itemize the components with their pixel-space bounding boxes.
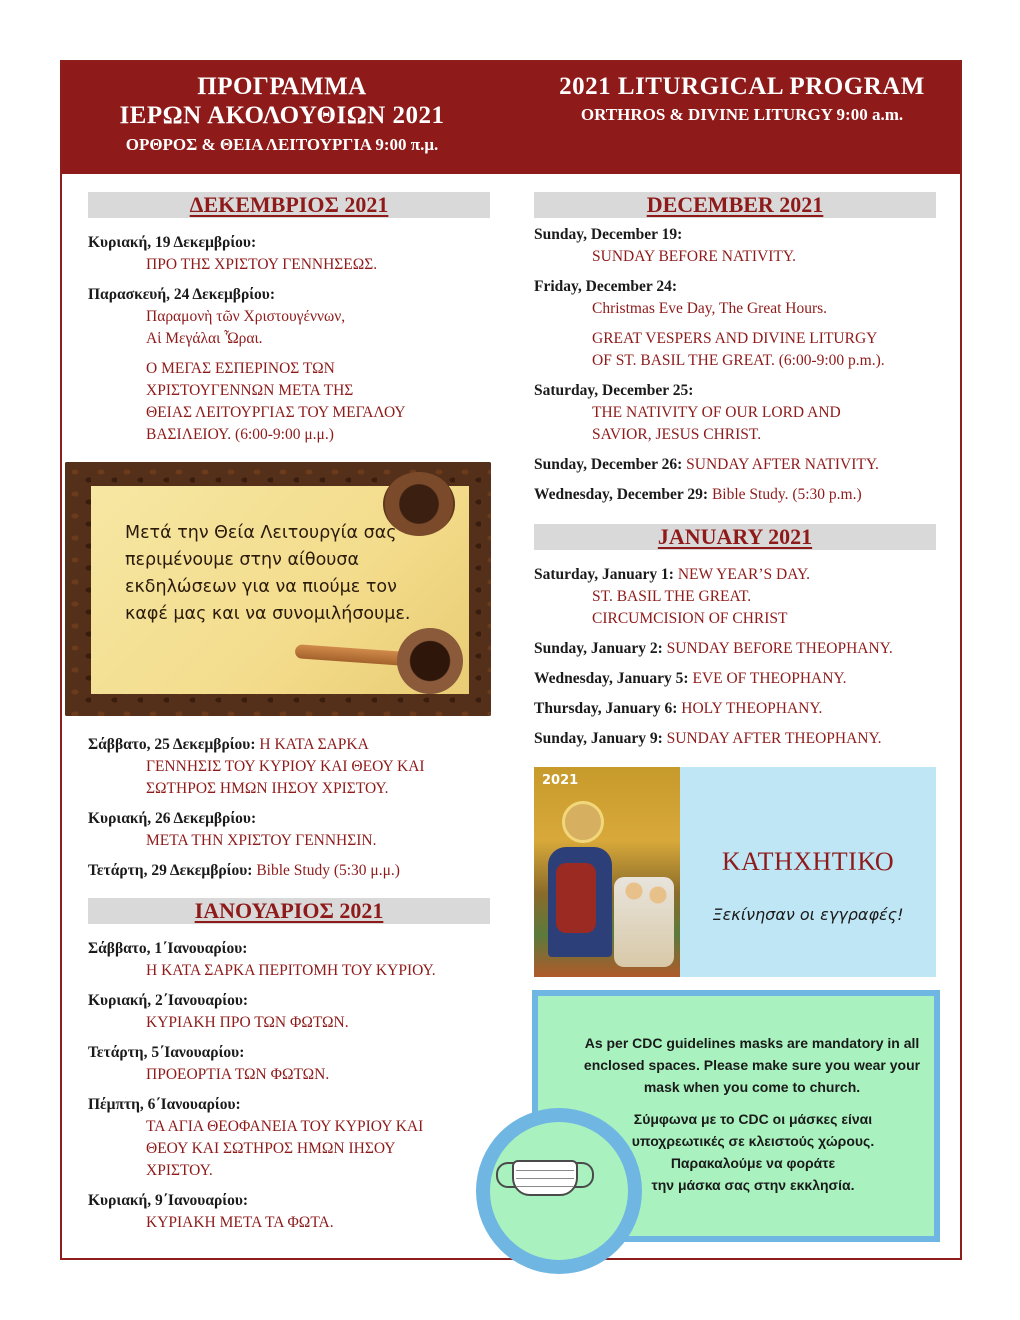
entry-event-line: ΚΥΡΙΑΚΗ ΠΡΟ ΤΩΝ ΦΩΤΩΝ.	[146, 1014, 349, 1031]
entry-day: Σάββατο, 25 Δεκεμβρίου:	[88, 736, 256, 753]
entry-day-line	[88, 808, 508, 830]
entry-event-inline: SUNDAY AFTER NATIVITY.	[686, 456, 879, 473]
page-frame	[60, 60, 962, 1260]
entry-day: Σάββατο, 1΄Ιανουαρίου:	[88, 940, 248, 957]
english-january-list	[534, 564, 954, 758]
entry-day: Sunday, December 26:	[534, 456, 683, 473]
entry-event-line: Christmas Eve Day, The Great Hours.	[592, 300, 828, 317]
entry-day-line	[534, 454, 954, 476]
entry-event-inline: SUNDAY AFTER THEOPHANY.	[666, 730, 882, 747]
entry-event-inline: NEW YEAR’S DAY.	[677, 566, 811, 583]
english-january-heading: JANUARY 2021	[534, 524, 936, 550]
entry-day-line	[534, 276, 954, 298]
schedule-entry	[88, 1042, 508, 1086]
mask-pleat	[516, 1186, 574, 1187]
greek-december-list-a	[88, 232, 498, 454]
entry-event-line: Παραμονὴ τῶν Χριστουγέννων,	[146, 308, 346, 325]
schedule-entry	[88, 1094, 508, 1182]
entry-event-inline: HOLY THEOPHANY.	[681, 700, 823, 717]
entry-day: Παρασκευή, 24 Δεκεμβρίου:	[88, 286, 276, 303]
entry-event-line: Η ΚΑΤΑ ΣΑΡΚΑ ΠΕΡΙΤΟΜΗ ΤΟΥ ΚΥΡΙΟΥ.	[146, 962, 436, 979]
children-shape	[614, 877, 674, 967]
entry-event-inline: Η ΚΑΤΑ ΣΑΡΚΑ	[259, 736, 369, 753]
schedule-entry	[88, 734, 508, 800]
entry-day: Sunday, January 2:	[534, 640, 663, 657]
entry-event-line: SAVIOR, JESUS CHRIST.	[592, 426, 762, 443]
english-december-list	[534, 224, 954, 514]
entry-event-inline: SUNDAY BEFORE THEOPHANY.	[666, 640, 893, 657]
entry-event-line: Ο ΜΕΓΑΣ ΕΣΠΕΡΙΝΟΣ ΤΩΝ	[146, 360, 335, 377]
briki-pot-icon	[397, 628, 463, 694]
christ-with-children-icon	[534, 767, 680, 977]
entry-day: Sunday, December 19:	[534, 226, 683, 243]
entry-event-line: CIRCUMCISION OF CHRIST	[592, 610, 788, 627]
greek-december-list-b	[88, 734, 508, 890]
entry-event-inline: EVE OF THEOPHANY.	[692, 670, 847, 687]
entry-event-inline: Bible Study. (5:30 p.m.)	[711, 486, 862, 503]
entry-day: Τετάρτη, 29 Δεκεμβρίου:	[88, 862, 253, 879]
entry-day-line	[534, 668, 954, 690]
schedule-entry	[534, 728, 954, 750]
entry-day-line	[534, 484, 954, 506]
entry-day-line	[88, 734, 508, 756]
entry-event-line: ΚΥΡΙΑΚΗ ΜΕΤΑ ΤΑ ΦΩΤΑ.	[146, 1214, 334, 1231]
entry-day-line	[88, 1190, 508, 1212]
entry-event-line: THE NATIVITY OF OUR LORD AND	[592, 404, 841, 421]
entry-day-line	[534, 698, 954, 720]
mask-badge	[476, 1108, 642, 1274]
header-greek	[72, 72, 492, 158]
entry-event-line: ΘΕΟΥ ΚΑΙ ΣΩΤΗΡΟΣ ΗΜΩΝ ΙΗΣΟΥ	[146, 1140, 396, 1157]
greek-january-list	[88, 938, 508, 1242]
mask-notice-english: As per CDC guidelines masks are mandatory in all enclosed spaces. Please make sure you wear your mask when you come to church.	[583, 1035, 921, 1095]
schedule-entry	[534, 328, 954, 372]
catechism-box	[534, 767, 936, 977]
entry-day-line	[88, 990, 508, 1012]
english-december-heading: DECEMBER 2021	[534, 192, 936, 218]
entry-day-line	[88, 860, 508, 882]
entry-event-inline: Bible Study (5:30 μ.μ.)	[256, 862, 400, 879]
entry-event-line: ΣΩΤΗΡΟΣ ΗΜΩΝ ΙΗΣΟΥ ΧΡΙΣΤΟΥ.	[146, 780, 389, 797]
entry-event-line: ΧΡΙΣΤΟΥΓΕΝΝΩΝ ΜΕΤΑ ΤΗΣ	[146, 382, 354, 399]
entry-day-line	[88, 284, 498, 306]
header-english-line1: 2021 LITURGICAL PROGRAM	[559, 73, 925, 100]
entry-day: Τετάρτη, 5΄Ιανουαρίου:	[88, 1044, 245, 1061]
entry-day-line	[88, 232, 498, 254]
coffee-fellowship-image	[65, 462, 491, 716]
header-greek-line1: ΠΡΟΓΡΑΜΜΑ	[197, 73, 367, 100]
entry-day: Saturday, December 25:	[534, 382, 694, 399]
entry-day: Thursday, January 6:	[534, 700, 678, 717]
header-banner	[62, 62, 960, 174]
icon-year: 2021	[542, 773, 579, 788]
greek-january-heading: ΙΑΝΟΥΑΡΙΟΣ 2021	[88, 898, 490, 924]
header-greek-line2: ΙΕΡΩΝ ΑΚΟΛΟΥΘΙΩΝ 2021	[119, 102, 445, 129]
entry-day-line	[534, 728, 954, 750]
entry-day: Sunday, January 9:	[534, 730, 663, 747]
mask-pleat	[516, 1178, 574, 1179]
entry-day: Wednesday, January 5:	[534, 670, 689, 687]
entry-event-line: ΤΑ ΑΓΙΑ ΘΕΟΦΑΝΕΙΑ ΤΟΥ ΚΥΡΙΟΥ ΚΑΙ	[146, 1118, 424, 1135]
schedule-entry	[534, 380, 954, 446]
schedule-entry	[534, 224, 954, 268]
entry-event-line: ΓΕΝΝΗΣΙΣ ΤΟΥ ΚΥΡΙΟΥ ΚΑΙ ΘΕΟΥ ΚΑΙ	[146, 758, 425, 775]
halo-shape	[562, 801, 604, 843]
schedule-entry	[88, 808, 508, 852]
entry-event-line: SUNDAY BEFORE NATIVITY.	[592, 248, 796, 265]
entry-day-line	[534, 564, 954, 586]
entry-event-line: Αἱ Μεγάλαι Ὧραι.	[146, 330, 263, 347]
schedule-entry	[534, 484, 954, 506]
mask-notice-greek-line: την μάσκα σας στην εκκλησία.	[651, 1177, 855, 1193]
schedule-entry	[88, 860, 508, 882]
entry-day: Wednesday, December 29:	[534, 486, 709, 503]
catechism-subtitle: Ξεκίνησαν οι εγγραφές!	[712, 905, 904, 924]
schedule-entry	[534, 668, 954, 690]
mask-notice-greek-line: Σύμφωνα με το CDC οι μάσκες είναι	[633, 1111, 873, 1127]
schedule-entry	[534, 454, 954, 476]
entry-day-line	[534, 224, 954, 246]
entry-day-line	[88, 938, 508, 960]
mask-pleat	[516, 1170, 574, 1171]
header-greek-line3: ΟΡΘΡΟΣ & ΘΕΙΑ ΛΕΙΤΟΥΡΓΙΑ 9:00 π.μ.	[125, 135, 439, 154]
schedule-entry	[534, 564, 954, 630]
entry-event-line: ΧΡΙΣΤΟΥ.	[146, 1162, 213, 1179]
entry-day: Κυριακή, 19 Δεκεμβρίου:	[88, 234, 257, 251]
mask-notice-greek-line: υποχρεωτικές σε κλειστούς χώρους.	[631, 1133, 875, 1149]
entry-day-line	[534, 638, 954, 660]
entry-event-line: ST. BASIL THE GREAT.	[592, 588, 752, 605]
entry-day: Πέμπτη, 6΄Ιανουαρίου:	[88, 1096, 241, 1113]
coffee-message: Μετά την Θεία Λειτουργία σας περιμένουμε στην αίθουσα εκδηλώσεων για να πιούμε τον καφέ μας και να συνομιλήσουμε.	[125, 523, 411, 624]
entry-day: Friday, December 24:	[534, 278, 678, 295]
entry-day-line	[88, 1042, 508, 1064]
schedule-entry	[88, 284, 498, 350]
header-english-line2: ORTHROS & DIVINE LITURGY 9:00 a.m.	[580, 105, 904, 124]
schedule-entry	[88, 232, 498, 276]
schedule-entry	[534, 698, 954, 720]
entry-day: Κυριακή, 26 Δεκεμβρίου:	[88, 810, 257, 827]
entry-event-line: ΘΕΙΑΣ ΛΕΙΤΟΥΡΓΙΑΣ ΤΟΥ ΜΕΓΑΛΟΥ	[146, 404, 406, 421]
schedule-entry	[88, 990, 508, 1034]
entry-day-line	[534, 380, 954, 402]
schedule-entry	[88, 358, 498, 446]
schedule-entry	[534, 276, 954, 320]
entry-day: Κυριακή, 9΄Ιανουαρίου:	[88, 1192, 249, 1209]
entry-event-line: ΠΡΟΕΟΡΤΙΑ ΤΩΝ ΦΩΤΩΝ.	[146, 1066, 330, 1083]
header-english	[532, 72, 952, 128]
schedule-entry	[88, 1190, 508, 1234]
entry-event-line: ΒΑΣΙΛΕΙΟΥ. (6:00-9:00 μ.μ.)	[146, 426, 334, 443]
catechism-title: ΚΑΤΗΧΗΤΙΚΟ	[721, 847, 895, 876]
greek-december-heading: ΔΕΚΕΜΒΡΙΟΣ 2021	[88, 192, 490, 218]
entry-day: Saturday, January 1:	[534, 566, 674, 583]
entry-event-line: OF ST. BASIL THE GREAT. (6:00-9:00 p.m.).	[592, 352, 885, 369]
entry-event-line: ΜΕΤΑ ΤΗΝ ΧΡΙΣΤΟΥ ΓΕΝΝΗΣΙΝ.	[146, 832, 377, 849]
entry-event-line: GREAT VESPERS AND DIVINE LITURGY	[592, 330, 878, 347]
entry-day-line	[88, 1094, 508, 1116]
mask-notice-greek-line: Παρακαλούμε να φοράτε	[670, 1155, 836, 1171]
robe-inner-shape	[556, 863, 596, 933]
entry-day: Κυριακή, 2΄Ιανουαρίου:	[88, 992, 249, 1009]
schedule-entry	[88, 938, 508, 982]
entry-event-line: ΠΡΟ ΤΗΣ ΧΡΙΣΤΟΥ ΓΕΝΝΗΣΕΩΣ.	[146, 256, 378, 273]
schedule-entry	[534, 638, 954, 660]
